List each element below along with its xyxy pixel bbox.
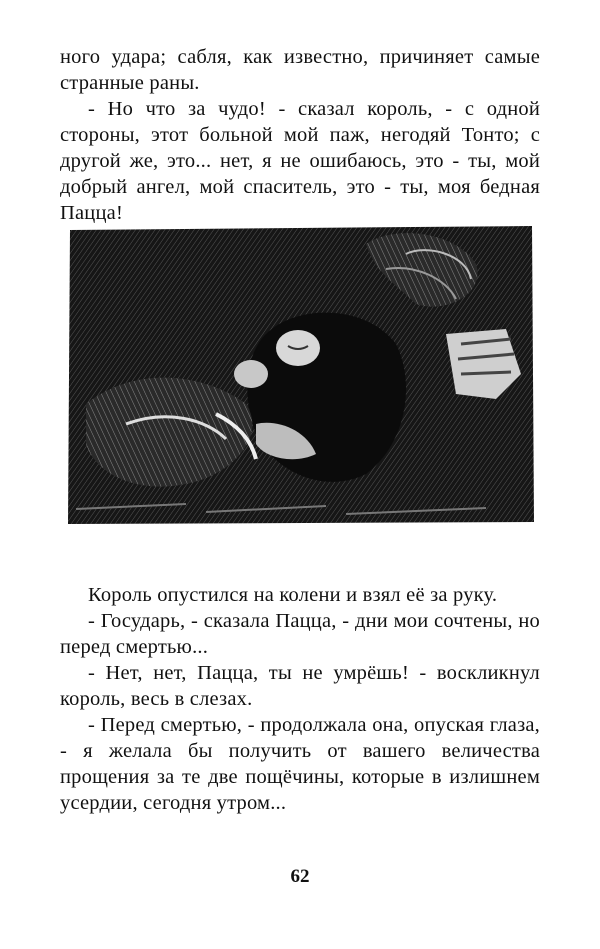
bottom-text-block [60,582,540,816]
engraving-illustration [66,224,536,526]
paragraph: - Нет, нет, Пацца, ты не умрёшь! - воскликнул король, весь в слезах. [60,662,540,710]
paragraph: ного удара; сабля, как известно, причиняет самые странные раны. [60,46,540,94]
paragraph: - Перед смертью, - продолжала она, опуская глаза, - я желала бы получить от вашего величества прощения за те две пощёчины, которые в излишнем усердии, сегодня утром... [60,714,540,814]
top-text-block [60,44,540,226]
page-number: 62 [290,866,310,887]
paragraph: Король опустился на колени и взял её за руку. [88,584,498,606]
paragraph: - Но что за чудо! - сказал король, - с одной стороны, этот больной мой паж, негодяй Тонто; с другой же, это... нет, я не ошибаюсь, это - ты, мой добрый ангел, мой спаситель, это - ты, моя бедная Пацца! [60,98,540,224]
paragraph: - Государь, - сказала Пацца, - дни мои сочтены, но перед смертью... [60,610,540,658]
engraving-image [66,224,536,526]
